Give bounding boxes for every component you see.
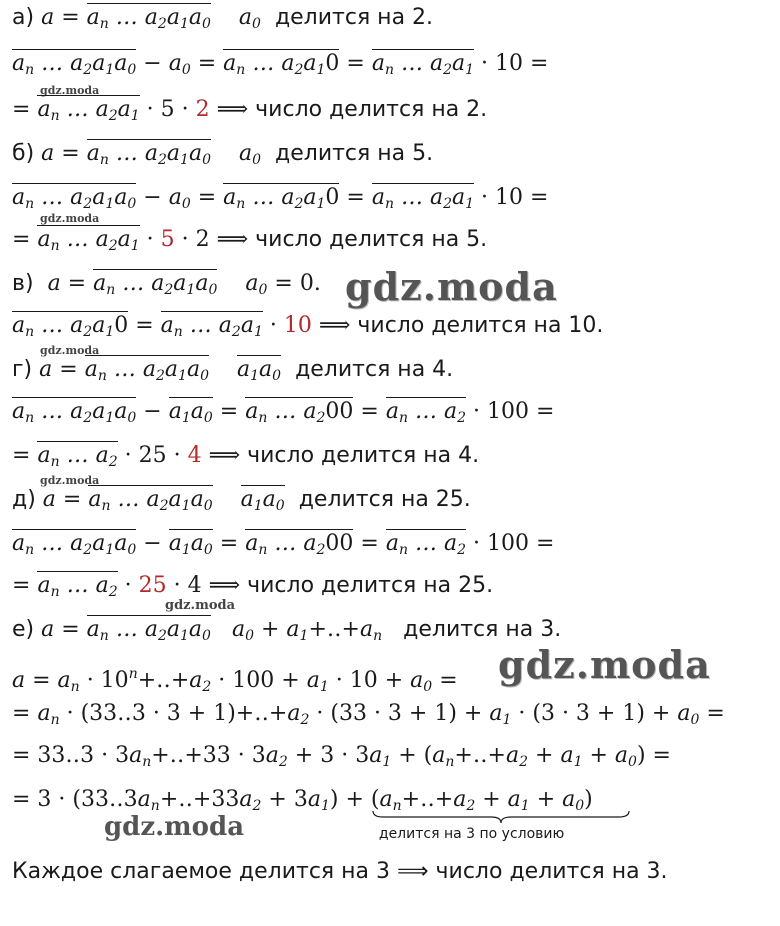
label-b: б) xyxy=(12,141,35,166)
line-d-statement: д) $a = a_n$ … $a_2a_1a_0$ $a_1a_0$ делится на 25. xyxy=(12,487,471,514)
label-e: е) xyxy=(12,617,35,642)
text-num-div-4: число делится на 4. xyxy=(247,443,480,468)
watermark-big: gdz.moda xyxy=(498,642,711,687)
line-g-calc2: = $a_n$ … $a_2 \cdot 25 \cdot 4$ ⟹ число делится на 4. xyxy=(12,443,480,470)
text-num-div-2: число делится на 2. xyxy=(255,97,488,122)
watermark-small: gdz.moda xyxy=(40,212,100,225)
highlight-4: 4 xyxy=(187,443,202,468)
text-divisible-25: делится на 25. xyxy=(298,487,471,512)
line-d-calc2: = $a_n$ … $a_2 \cdot 25 \cdot 4$ ⟹ число делится на 25. xyxy=(12,573,494,600)
highlight-5: 5 xyxy=(160,227,175,252)
text-divisible-3: делится на 3. xyxy=(403,617,562,642)
line-b-statement: б) $a = a_n$ … $a_2a_1a_0$ $a_0$ делится на 5. xyxy=(12,141,434,168)
brace-note: делится на 3 по условию xyxy=(378,826,565,842)
label-a: а) xyxy=(12,5,35,30)
line-v-calc: $a_n$ … $a_2a_10 = a_n$ … $a_2a_1 \cdot 10$ ⟹ число делится на 10. xyxy=(12,313,604,340)
highlight-10: 10 xyxy=(283,313,312,338)
line-e-calc1: $a = a_n$ · $10^n+‥+a_2 \cdot 100 + a_1 \cdot 10 + a_0$ = xyxy=(12,666,458,695)
text-num-div-25: число делится на 25. xyxy=(247,573,494,598)
line-e-statement: е) $a = a_n$ … $a_2a_1a_0$ $a_0$ + $a_1+‥+a_n$ делится на 3. xyxy=(12,617,562,644)
watermark-small: gdz.moda xyxy=(40,344,100,357)
text-divisible-4: делится на 4. xyxy=(295,357,454,382)
line-e-calc2: = $a_n$ · (33‥3 · $3 + 1)+‥+a_2 \cdot (33 \cdot 3 + 1) + a_1 \cdot (3 \cdot 3 + 1) + a_0$ = xyxy=(12,701,725,728)
final-conclusion: Каждое слагаемое делится на 3 ⟹ число делится на 3. xyxy=(12,859,668,884)
line-e-calc3: = 33‥3 · $3a_n+‥+33 \cdot 3a_2 + 3 \cdot 3a_1$ + $(a_n+‥+a_2 + a_1 + a_0)$ = xyxy=(12,743,671,770)
line-g-statement: г) $a = a_n$ … $a_2a_1a_0$ $a_1a_0$ делится на 4. xyxy=(12,357,454,384)
watermark-small: gdz.moda xyxy=(40,474,100,487)
line-v-statement: в) $a = a_n$ … $a_2a_1a_0$ $a_0 = 0$. xyxy=(12,271,321,298)
line-b-calc2: = $a_n$ … $a_2a_1 \cdot 5 \cdot 2$ ⟹ число делится на 5. xyxy=(12,227,488,254)
highlight-2: 2 xyxy=(195,97,210,122)
text-num-div-5: число делится на 5. xyxy=(255,227,488,252)
text-num-div-10: число делится на 10. xyxy=(357,313,604,338)
label-g: г) xyxy=(12,357,33,382)
label-d: д) xyxy=(12,487,36,512)
line-a-statement: а) $a = a_n$ … $a_2a_1a_0$ $a_0$ делится на 2. xyxy=(12,5,434,32)
underbrace-group: $(a_n+‥+a_2 + a_1 + a_0)$ делится на 3 по условию xyxy=(371,786,593,820)
line-d-calc1: $a_n$ … $a_2a_1a_0 - a_1a_0 = a_n$ … $a_200 = a_n$ … $a_2 \cdot 100$ = xyxy=(12,531,555,558)
line-e-calc4: = $3 \cdot (33‥3a_n+‥+33a_2 + 3a_1)$ + $(a_n+‥+a_2 + a_1 + a_0)$ делится на 3 по условию xyxy=(12,786,593,820)
text-divisible-5: делится на 5. xyxy=(275,141,434,166)
highlight-25: 25 xyxy=(138,573,167,598)
watermark-small: gdz.moda xyxy=(40,84,100,97)
line-b-calc1: $a_n$ … $a_2a_1a_0 - a_0 = a_n$ … $a_2a_10 = a_n$ … $a_2a_1 \cdot 10$ = xyxy=(12,185,549,212)
line-a-calc1: $a_n$ … $a_2a_1a_0 - a_0 = a_n$ … $a_2a_10 = a_n$ … $a_2a_1 \cdot 10$ = xyxy=(12,51,549,78)
watermark-small: gdz.moda xyxy=(165,598,236,613)
text-divisible-2: делится на 2. xyxy=(274,5,434,30)
watermark-mid: gdz.moda xyxy=(104,812,245,842)
line-g-calc1: $a_n$ … $a_2a_1a_0 - a_1a_0 = a_n$ … $a_200 = a_n$ … $a_2 \cdot 100$ = xyxy=(12,399,555,426)
label-v: в) xyxy=(12,271,34,296)
watermark-big: gdz.moda xyxy=(345,264,558,309)
line-a-calc2: = $a_n$ … $a_2a_1 \cdot 5 \cdot 2$ ⟹ число делится на 2. xyxy=(12,97,488,124)
